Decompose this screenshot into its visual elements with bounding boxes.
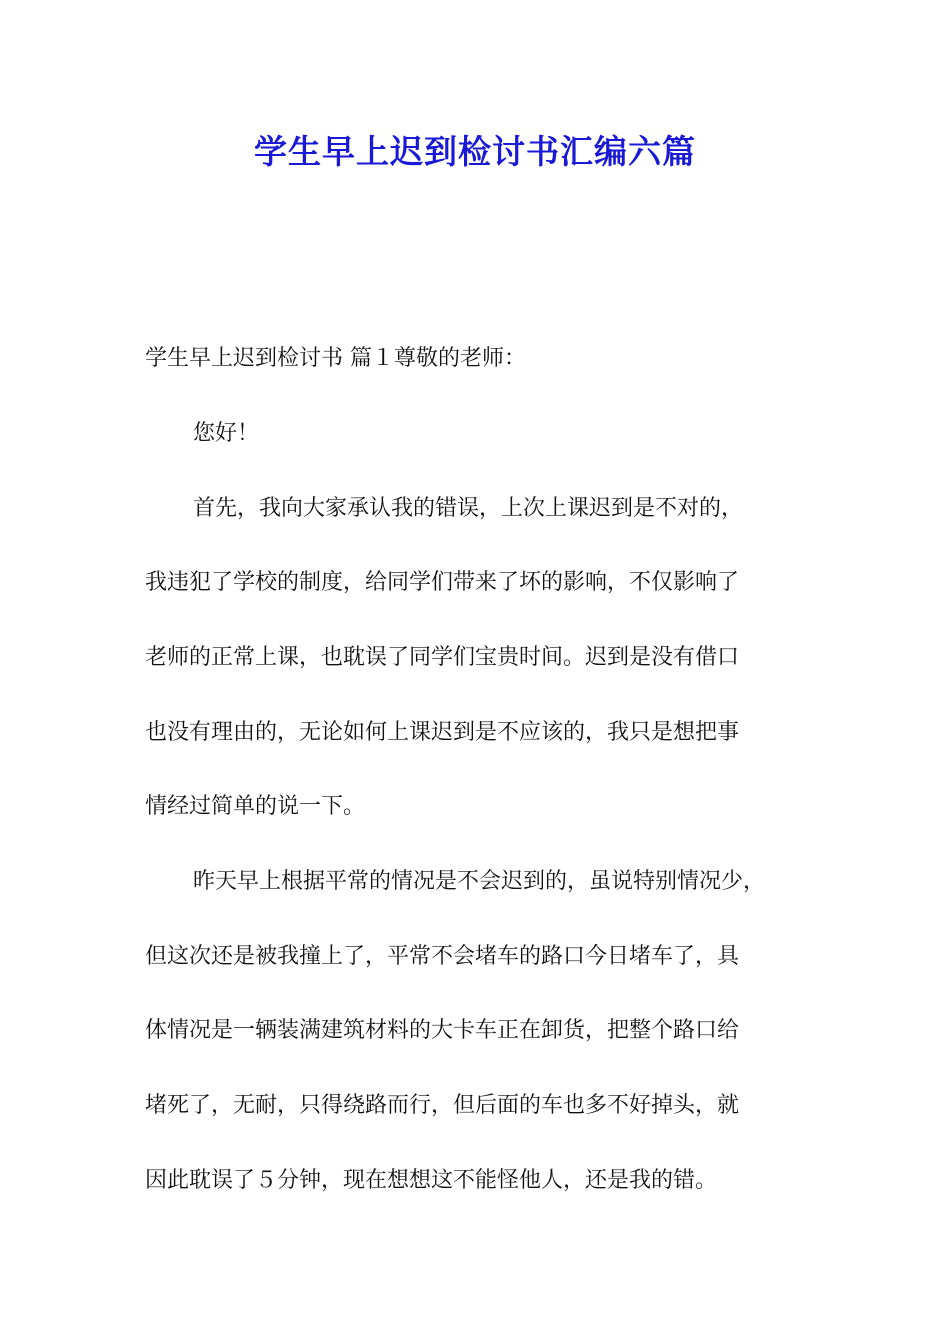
section-heading: 学生早上迟到检讨书 篇１尊敬的老师：	[145, 346, 526, 371]
paragraph-line: 体情况是一辆装满建筑材料的大卡车正在卸货，把整个路口给	[145, 1018, 740, 1043]
greeting: 您好！	[193, 421, 260, 446]
paragraph-line: 也没有理由的，无论如何上课迟到是不应该的，我只是想把事	[145, 720, 740, 745]
paragraph-line: 老师的正常上课，也耽误了同学们宝贵时间。迟到是没有借口	[145, 645, 740, 670]
paragraph-line: 我违犯了学校的制度，给同学们带来了坏的影响，不仅影响了	[145, 570, 740, 595]
paragraph-line: 首先，我向大家承认我的错误，上次上课迟到是不对的，	[193, 496, 744, 521]
paragraph-line: 但这次还是被我撞上了，平常不会堵车的路口今日堵车了，具	[145, 944, 740, 969]
paragraph-line: 因此耽误了５分钟，现在想想这不能怪他人，还是我的错。	[145, 1168, 718, 1193]
paragraph-line: 情经过简单的说一下。	[145, 794, 366, 819]
document-title: 学生早上迟到检讨书汇编六篇	[254, 132, 696, 171]
paragraph-line: 堵死了，无耐，只得绕路而行，但后面的车也多不好掉头，就	[145, 1093, 740, 1118]
paragraph-line: 昨天早上根据平常的情况是不会迟到的，虽说特别情况少，	[193, 869, 766, 894]
